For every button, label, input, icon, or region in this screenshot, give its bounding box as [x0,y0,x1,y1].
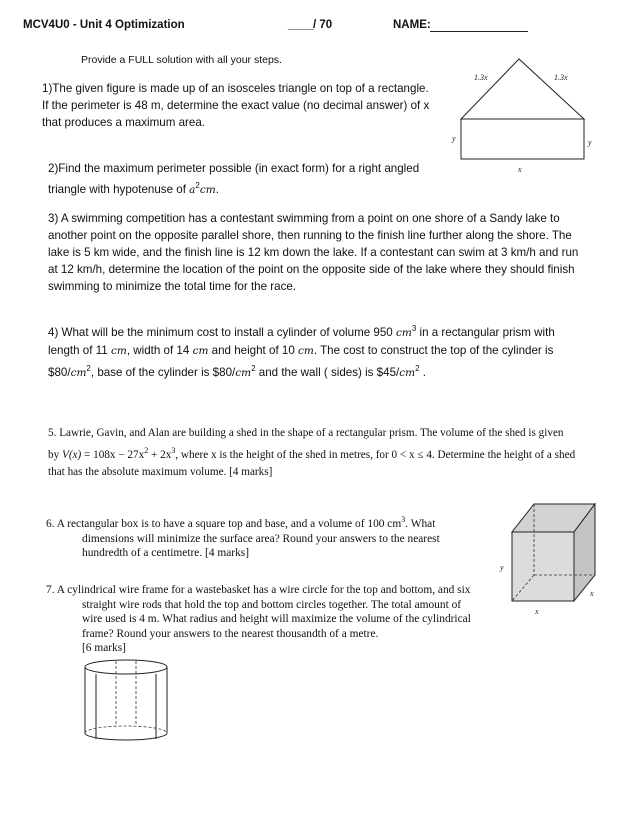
q5-text: 5. Lawrie, Gavin, and Alan are building a shed in the shape of a rectangular prism. The volume of the shed is given by $V(x) = 108x - 27x^2 + 2x^3$, where x is the height of the shed in metres, for 0 < x ≤ 4. Determine the height of a shed that has the absolute maximum volume. [4 marks] [48,427,576,478]
q7-cylinder-figure [76,655,186,747]
name-label: NAME: [393,19,431,31]
q2-text: 2)Find the maximum perimeter possible (in exact form) for a right angled triangle with hypotenuse of $a^2cm$. [48,162,420,196]
q7-text: 7. A cylindrical wire frame for a wastebasket has a wire circle for the top and bottom, and six straight wire rods that hold the top and bottom circles together. The total amount of wire used is 4 m. What radius and height will maximize the volume of the cylindrical frame? Round your answers to the nearest thousandth of a metre. [6 marks] [46,584,471,654]
q6-label-width: x [590,589,594,598]
score-total: / 70 [313,19,333,31]
score-blank: ____ [288,19,314,31]
q6-label-depth: x [535,607,539,616]
q1-label-slant-right: 1.3x [554,73,568,82]
q3-text: 3) A swimming competition has a contestant swimming from a point on one shore of a Sandy lake to another point on the opposite parallel shore, then running to the finish line further along the shore. The lake is 5 km wide, and the finish line is 12 km down the lake. If a contestant can swim at 3 km/h and run at 12 km/h, determine the location of the point on the opposite side of the lake where they should finish swimming to minimize the total time for the race. [48,212,579,293]
name-field-line [430,31,528,32]
q1-figure [446,55,596,175]
q6-label-height: y [500,563,504,572]
q6-text: 6. A rectangular box is to have a square top and base, and a volume of 100 $cm^3$. What dimensions will minimize the surface area? Round your answers to the nearest hundredth of a centimetre. [4 marks] [46,515,440,559]
q1-label-side-right: y [588,138,592,147]
q1-label-base: x [518,165,522,174]
q1-label-side-left: y [452,134,456,143]
q1-label-slant-left: 1.3x [474,73,488,82]
course-title: MCV4U0 - Unit 4 Optimization [23,19,185,31]
q1-text: 1)The given figure is made up of an isosceles triangle on top of a rectangle. If the perimeter is 48 m, determine the exact value (no decimal answer) of x that produces a maximum area. [42,82,430,129]
q6-box-figure [490,498,600,620]
instructions: Provide a FULL solution with all your steps. [81,54,282,66]
q4-text: 4) What will be the minimum cost to install a cylinder of volume 950 $cm^3$ in a rectangular prism with length of 11 cm, width of 14 cm and height of 10 cm. The cost to construct the top of the cylinder is $\$80/cm^2$, base of the cylinder is $\$80/cm^2$ and the wall ( sides) is $\$45/cm^2$ . [48,324,555,379]
